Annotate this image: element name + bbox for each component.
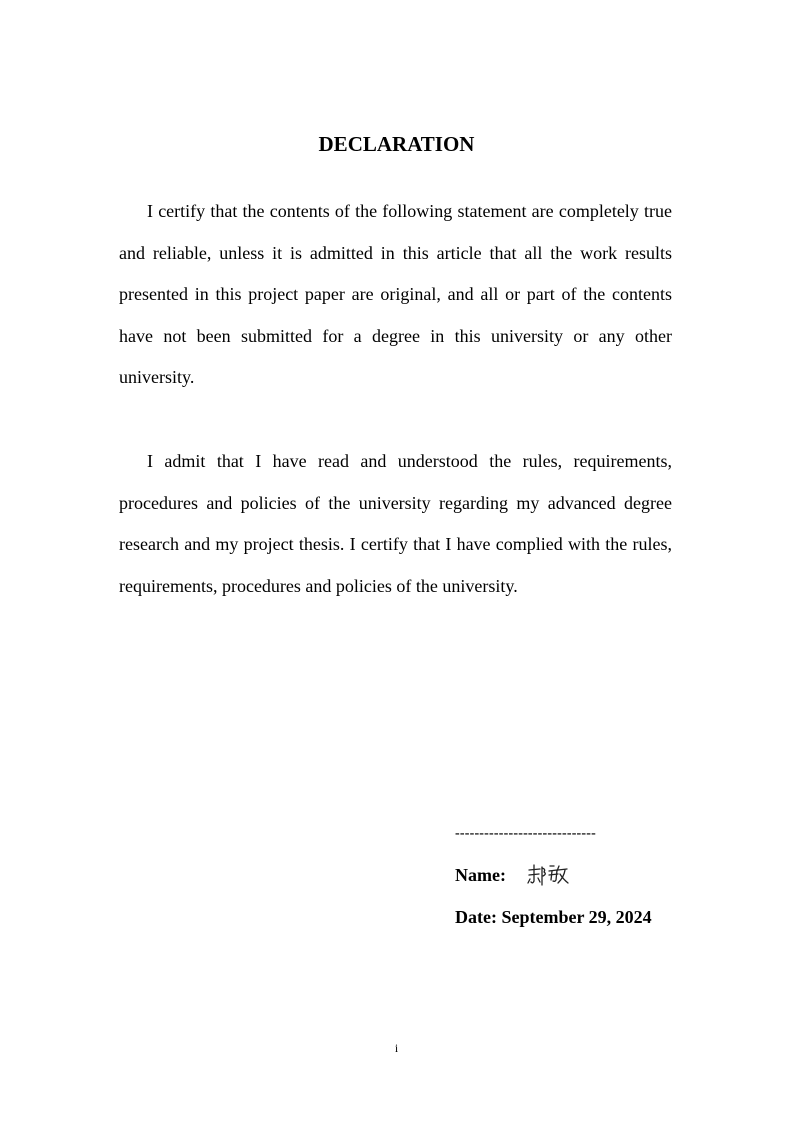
handwritten-signature [526,861,570,889]
declaration-paragraph-2: I admit that I have read and understood the rules, requirements, procedures and policies of the university regarding my advanced degree research and my project thesis. I certify that I have complied with the rules, requirements, procedures and policies of the university. [119,451,672,596]
page-title: DECLARATION [318,132,475,156]
signature-block [455,822,755,930]
name-row [455,862,755,888]
page-number: i [394,1041,399,1055]
declaration-paragraph-1: I certify that the contents of the following statement are completely true and reliable, unless it is admitted in this article that all the work results presented in this project paper are original, and all or part of the contents have not been submitted for a degree in this university or any other university. [119,201,672,387]
name-label: Name: [455,865,506,885]
signature-line: ----------------------------- [455,826,597,841]
date-text: Date: September 29, 2024 [455,907,652,927]
